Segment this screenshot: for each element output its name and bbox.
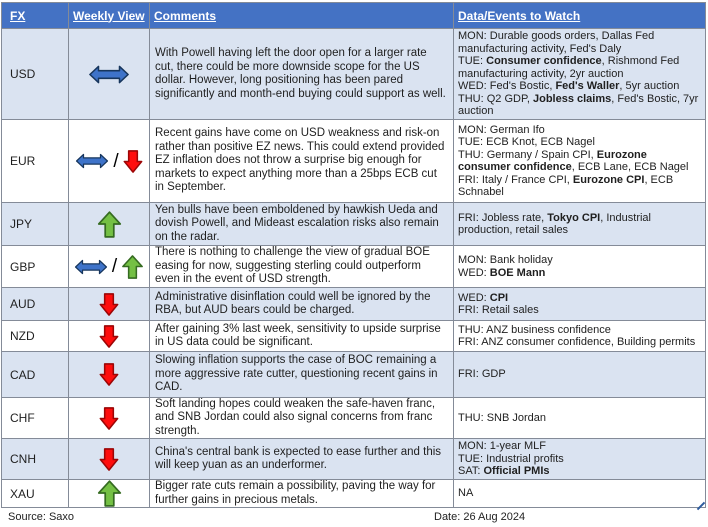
header-data-events-label: Data/Events to Watch — [458, 8, 581, 23]
comment-text: Slowing inflation supports the case of BOC remaining a more aggressive rate cutter, questioning recent gains in CAD. — [155, 354, 438, 394]
events-text: THU: ANZ business confidence FRI: ANZ consumer confidence, Building permits — [458, 323, 696, 348]
table-row — [2, 28, 705, 119]
down-arrow-icon — [99, 406, 119, 431]
comment-cell — [150, 321, 454, 351]
events-text: THU: SNB Jordan — [458, 411, 547, 424]
comment-text: After gaining 3% last week, sensitivity to upside surprise in US data could be significant. — [155, 322, 441, 348]
down-arrow-icon — [99, 292, 119, 317]
fx-code-cell — [2, 120, 69, 202]
fx-code-cell — [2, 246, 69, 287]
left-right-arrow-icon — [88, 64, 130, 85]
weekly-view-cell — [69, 439, 150, 479]
fx-code-cell — [2, 439, 69, 479]
fx-code: CHF — [10, 411, 35, 425]
weekly-view-cell — [69, 398, 150, 438]
events-text: MON: 1-year MLF TUE: Industrial profits SAT: Official PMIs — [458, 440, 564, 478]
comment-text: Soft landing hopes could weaken the safe-haven franc, and SNB Jordan could also signal concerns from franc strength. — [155, 398, 436, 437]
events-cell — [454, 398, 705, 438]
up-arrow-icon — [97, 480, 122, 507]
up-arrow-icon — [121, 254, 144, 280]
weekly-view-cell — [69, 352, 150, 397]
fx-code: USD — [10, 67, 36, 81]
comment-text: There is nothing to challenge the view of gradual BOE easing for now, suggesting sterling could outperform even in the event of USD strength. — [155, 246, 430, 286]
fx-table-body — [2, 28, 705, 507]
down-arrow-icon — [99, 447, 119, 472]
table-row — [2, 479, 705, 507]
comment-cell — [150, 203, 454, 245]
weekly-view-cell — [69, 288, 150, 320]
table-row — [2, 119, 705, 202]
fx-code: EUR — [10, 154, 36, 168]
events-cell — [454, 120, 705, 202]
header-comments-label: Comments — [154, 8, 217, 23]
slash-separator: / — [113, 150, 119, 172]
comment-text: Yen bulls have been emboldened by hawkish Ueda and dovish Powell, and Mideast escalation risks also remain on the radar. — [155, 203, 439, 243]
left-right-arrow-icon — [74, 258, 108, 276]
weekly-view-cell — [69, 246, 150, 287]
comment-cell — [150, 246, 454, 287]
down-arrow-icon — [123, 149, 143, 174]
table-row — [2, 438, 705, 479]
comment-text: Recent gains have come on USD weakness and risk-on rather than positive EZ news. This could extend provided EZ inflation does not throw a surprise big enough for markets to expect anything more than a 25bps ECB cut in September. — [155, 127, 445, 194]
left-right-arrow-icon — [75, 152, 109, 170]
table-row — [2, 287, 705, 320]
fx-code: CNH — [10, 452, 36, 466]
events-text: NA — [458, 487, 474, 500]
comment-cell — [150, 398, 454, 438]
fx-code: AUD — [10, 297, 36, 311]
comment-text: China's central bank is expected to ease further and this will keep yuan as an underformer. — [155, 445, 442, 471]
events-text: MON: Bank holiday WED: BOE Mann — [458, 254, 553, 279]
fx-code: XAU — [10, 486, 35, 501]
weekly-view-cell — [69, 29, 150, 119]
events-text: MON: Durable goods orders, Dallas Fed manufacturing activity, Fed's Daly TUE: Consumer confidence, Rishmond Fed manufacturing activity, 2yr auction WED: Fed's Bostic, Fed's Waller, 5yr auction THU: Q2 GDP, Jobless claims, Fed's Bostic, 7yr auction — [458, 30, 699, 118]
events-cell — [454, 246, 705, 287]
comment-cell — [150, 439, 454, 479]
table-row — [2, 397, 705, 438]
fx-code-cell — [2, 288, 69, 320]
comment-text: Administrative disinflation could well be ignored by the RBA, but AUD bears could be charged. — [155, 290, 431, 316]
comment-text: With Powell having left the door open for a larger rate cut, there could be more downside scope for the US dollar. However, long positioning has been pared significantly and month-end buying could support as well. — [155, 47, 446, 100]
weekly-view-cell — [69, 203, 150, 245]
fx-code: NZD — [10, 329, 35, 343]
down-arrow-icon — [99, 324, 119, 349]
events-text: MON: German Ifo TUE: ECB Knot, ECB Nagel THU: Germany / Spain CPI, Eurozone consumer confidence, ECB Lane, ECB Nagel FRI: Italy / France CPI, Eurozone CPI, ECB Schnabel — [458, 123, 689, 198]
fx-table — [1, 2, 706, 508]
fx-code-cell — [2, 321, 69, 351]
fx-code-cell — [2, 203, 69, 245]
events-cell — [454, 288, 705, 320]
table-row — [2, 202, 705, 245]
fx-code-cell — [2, 352, 69, 397]
comment-text: Bigger rate cuts remain a possibility, paving the way for further gains in precious metals. — [155, 480, 436, 506]
weekly-view-cell — [69, 480, 150, 507]
events-cell — [454, 480, 705, 507]
weekly-view-cell — [69, 321, 150, 351]
comment-cell — [150, 120, 454, 202]
comment-cell — [150, 29, 454, 119]
date-label: Date: 26 Aug 2024 — [434, 511, 526, 523]
events-cell — [454, 321, 705, 351]
up-arrow-icon — [97, 210, 122, 239]
fx-code: GBP — [10, 259, 36, 274]
fx-code-cell — [2, 480, 69, 507]
table-row — [2, 245, 705, 287]
fx-code: CAD — [10, 367, 36, 382]
header-weekly-view-label: Weekly View — [73, 8, 145, 23]
events-text: WED: CPI FRI: Retail sales — [458, 291, 539, 316]
events-cell — [454, 203, 705, 245]
events-cell — [454, 439, 705, 479]
header-data-events — [454, 3, 705, 28]
events-cell — [454, 352, 705, 397]
weekly-view-cell — [69, 120, 150, 202]
fx-code: JPY — [10, 217, 33, 231]
header-comments — [150, 3, 454, 28]
comment-cell — [150, 288, 454, 320]
fx-code-cell — [2, 29, 69, 119]
source-label: Source: Saxo — [8, 511, 75, 523]
comment-cell — [150, 352, 454, 397]
header-fx — [2, 3, 69, 28]
events-text: FRI: Jobless rate, Tokyo CPI, Industrial production, retail sales — [458, 211, 651, 236]
table-row — [2, 351, 705, 397]
fx-code-cell — [2, 398, 69, 438]
comment-cell — [150, 480, 454, 507]
header-weekly-view — [69, 3, 150, 28]
table-header-row — [2, 3, 705, 28]
events-cell — [454, 29, 705, 119]
header-fx-label: FX — [10, 8, 26, 23]
down-arrow-icon — [99, 362, 119, 387]
events-text: FRI: GDP — [458, 368, 506, 381]
table-row — [2, 320, 705, 351]
slash-separator: / — [111, 256, 118, 277]
